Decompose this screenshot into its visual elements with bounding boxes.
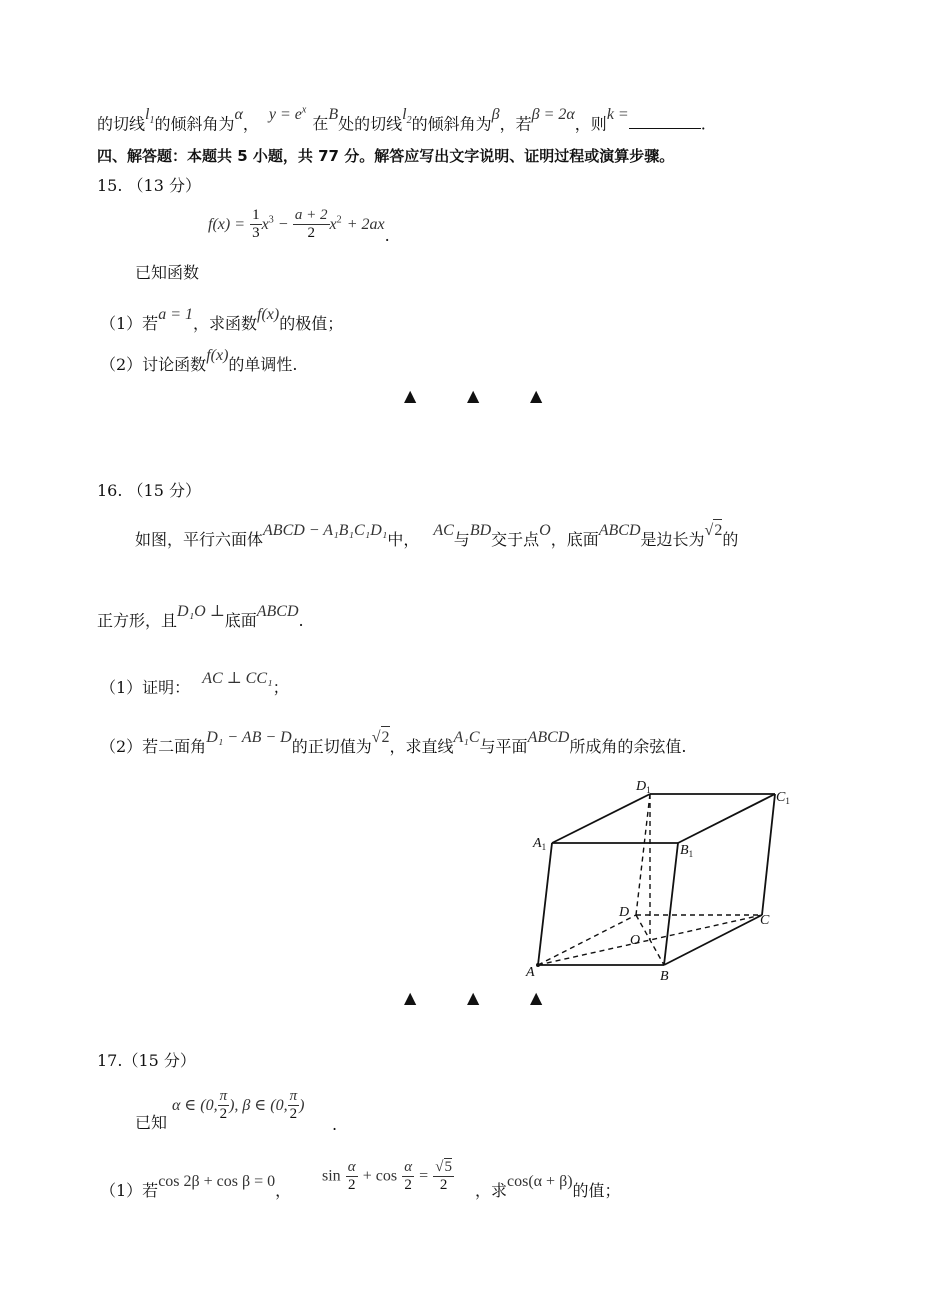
q17-part1-equation: sin $\frac{\alpha}{2}$ + cos $\frac{\alpha}{2}$ = $\frac{√5}{2}$	[322, 1158, 453, 1193]
beta-symbol: β	[491, 106, 500, 124]
q16-heading: 16. （15 分）	[97, 481, 201, 500]
l1-symbol: $l_1$	[145, 106, 155, 127]
q17-dot: .	[332, 1115, 338, 1134]
q17-part1-tail: ，求cos(α + β)的值；	[475, 1173, 621, 1200]
edge-ad	[538, 915, 636, 965]
answer-blank[interactable]	[629, 114, 701, 129]
edge-b1c1	[678, 794, 775, 843]
point-a-dot	[536, 963, 540, 967]
q16-part1: （1）证明： AC ⊥ CC₁；	[100, 670, 289, 697]
alpha-symbol: α	[234, 106, 243, 124]
q17-part1: （1）若cos 2β + cos β = 0，	[100, 1173, 292, 1200]
l2-symbol: $l_2$	[402, 106, 412, 127]
text: 在	[312, 114, 329, 134]
parallelepiped-figure	[520, 770, 800, 985]
label-b1: $B_1$	[680, 843, 694, 859]
exp-equation: $y = e^x$	[268, 105, 307, 124]
label-d1: $D_1$	[636, 779, 651, 795]
label-o: O	[630, 933, 641, 948]
text: 的倾斜角为	[154, 114, 235, 134]
triangle-marker: ▲	[530, 386, 543, 405]
text: ，	[242, 114, 259, 134]
q17-intro: 已知	[135, 1113, 168, 1132]
k-symbol: k =	[606, 106, 629, 124]
q17-heading: 17.（15 分）	[97, 1051, 196, 1070]
triangle-marker: ▲	[467, 988, 480, 1007]
label-b: B	[660, 969, 669, 984]
edge-a1d1	[552, 794, 650, 843]
point-b: B	[328, 106, 339, 124]
condition: β = 2α	[531, 106, 575, 124]
q15-function-def: f(x) = $\frac{1}{3}$ $x^3$ − $\frac{a + 2}{2}$ $x^2 + 2ax$.	[208, 207, 390, 245]
edge-bb1	[664, 843, 678, 965]
label-c: C	[760, 913, 770, 928]
triangle-marker: ▲	[530, 988, 543, 1007]
text: ，若	[499, 114, 532, 134]
label-a1: $A_1$	[533, 836, 547, 852]
q15-part1: （1）若a = 1，求函数f(x)的极值；	[100, 306, 344, 333]
triangle-marker: ▲	[404, 988, 417, 1007]
triangle-marker: ▲	[404, 386, 417, 405]
label-d: D	[619, 905, 630, 920]
edge-dd1	[636, 794, 650, 915]
q15-part2: （2）讨论函数f(x)的单调性.	[100, 347, 298, 374]
text: 的切线	[97, 114, 146, 134]
q16-line2: 正方形，且D₁O ⊥底面ABCD.	[97, 603, 304, 630]
section-heading: 四、解答题：本题共 5 小题，共 77 分。解答应写出文字说明、证明过程或演算步骤。	[97, 147, 675, 165]
q15-intro: 已知函数	[135, 263, 200, 282]
triangle-marker: ▲	[467, 386, 480, 405]
text: 处的切线	[338, 114, 403, 134]
label-c1: $C_1$	[776, 790, 790, 806]
label-a: A	[526, 965, 535, 980]
text: ，则	[574, 114, 607, 134]
q16-line1: 如图，平行六面体ABCD − A₁B₁C₁D₁中， AC与BD交于点O，底面ABCD是边长为√2的	[135, 529, 738, 552]
edge-cc1	[762, 794, 775, 915]
q17-condition: α ∈ (0, $\frac{\pi}{2}$ ), β ∈ (0, $\frac{\pi}{2}$ )	[172, 1088, 305, 1122]
text: 的倾斜角为	[411, 114, 492, 134]
q16-part2: （2）若二面角D₁ − AB − D的正切值为√2，求直线A₁C与平面ABCD所成角的余弦值.	[100, 736, 686, 759]
q14-tail-line	[97, 105, 706, 143]
edge-aa1	[538, 843, 552, 965]
text: .	[700, 114, 706, 134]
edge-bc	[664, 915, 762, 965]
q15-heading: 15. （13 分）	[97, 176, 201, 195]
